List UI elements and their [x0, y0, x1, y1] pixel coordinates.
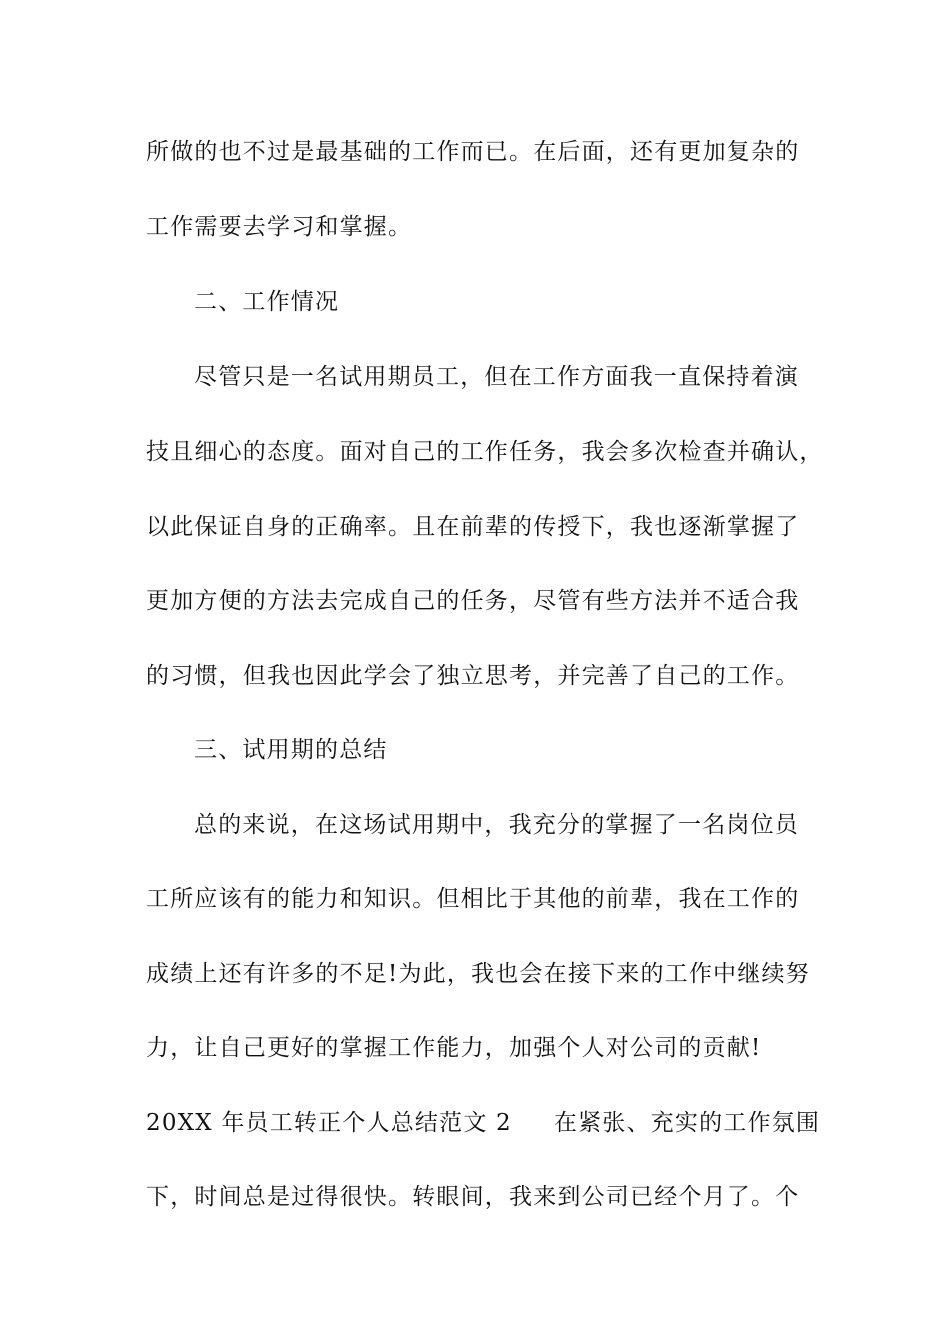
article-title: 20XX 年员工转正个人总结范文 2	[146, 1110, 512, 1136]
paragraph-line: 技且细心的态度。面对自己的工作任务，我会多次检查并确认，	[146, 439, 824, 465]
paragraph-line: 的习惯，但我也因此学会了独立思考，并完善了自己的工作。	[146, 663, 800, 689]
paragraph-line: 以此保证自身的正确率。且在前辈的传授下，我也逐渐掌握了	[146, 514, 800, 540]
paragraph-line: 总的来说，在这场试用期中，我充分的掌握了一名岗位员	[194, 812, 799, 838]
section-heading: 二、工作情况	[194, 289, 340, 315]
paragraph-line: 尽管只是一名试用期员工，但在工作方面我一直保持着演	[194, 364, 799, 390]
paragraph-line: 力，让自己更好的掌握工作能力，加强个人对公司的贡献!	[146, 1035, 762, 1061]
paragraph-line: 更加方便的方法去完成自己的任务，尽管有些方法并不适合我	[146, 588, 800, 614]
paragraph-line: 成绩上还有许多的不足!为此，我也会在接下来的工作中继续努	[146, 961, 810, 987]
paragraph-line: 下，时间总是过得很快。转眼间，我来到公司已经个月了。个	[146, 1184, 800, 1210]
paragraph-line	[146, 1108, 820, 1138]
paragraph-line: 工所应该有的能力和知识。但相比于其他的前辈，我在工作的	[146, 886, 800, 912]
paragraph-line: 所做的也不过是最基础的工作而已。在后面，还有更加复杂的	[146, 139, 800, 165]
section-heading: 三、试用期的总结	[194, 737, 388, 763]
paragraph-text: 在紧张、充实的工作氛围	[553, 1110, 821, 1136]
paragraph-line: 工作需要去学习和掌握。	[146, 214, 413, 240]
